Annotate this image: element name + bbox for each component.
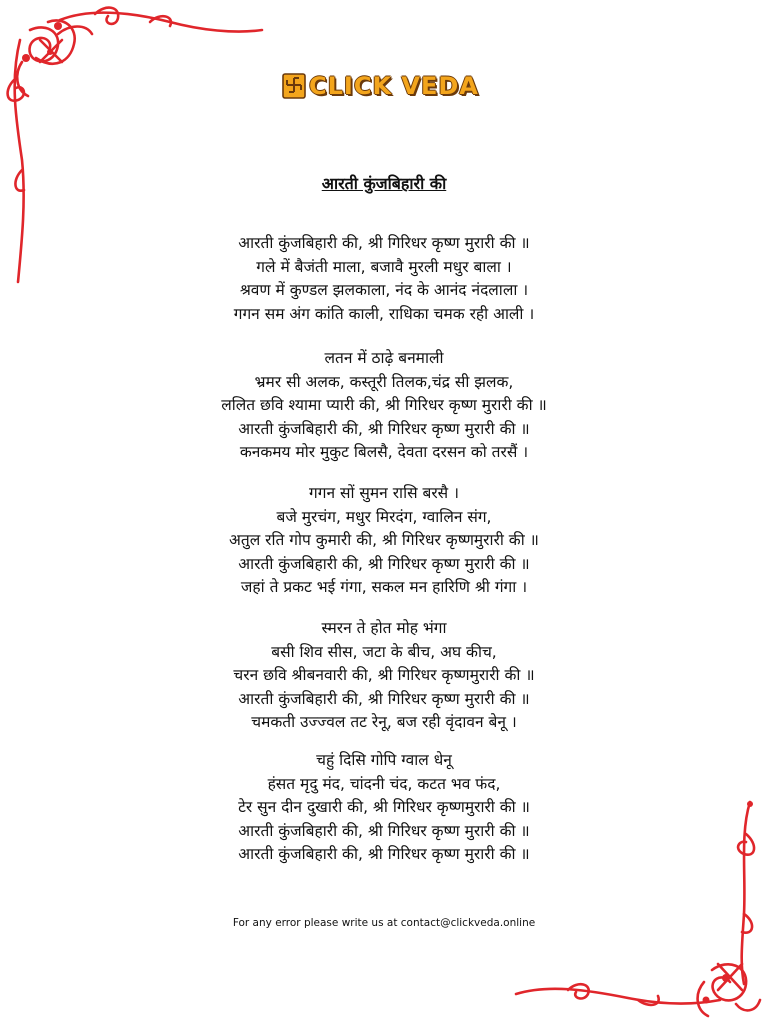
verse-line: लतन में ठाढ़े बनमाली [324, 349, 444, 367]
footer-contact-note: For any error please write us at contact@clickveda.online [232, 917, 536, 929]
verse-line: भ्रमर सी अलक, कस्तूरी तिलक,चंद्र सी झलक, [254, 372, 514, 391]
verse-line: आरती कुंजबिहारी की, श्री गिरिधर कृष्ण मुरारी की ॥ [238, 845, 530, 864]
stanza-5 [0, 749, 768, 867]
verse-line: गगन सम अंग कांति काली, राधिका चमक रही आली । [233, 304, 535, 323]
verse-line: बजे मुरचंग, मधुर मिरदंग, ग्वालिन संग, [276, 507, 492, 526]
stanza-1 [0, 232, 768, 326]
verse-line: चमकती उज्ज्वल तट रेनू, बज रही वृंदावन बेनू । [251, 713, 517, 732]
verse-line: गले में बैजंती माला, बजावै मुरली मधुर बाला । [256, 257, 512, 276]
verse-line: टेर सुन दीन दुखारी की, श्री गिरिधर कृष्णमुरारी की ॥ [238, 798, 530, 817]
verse-line: श्रवण में कुण्डल झलकाला, नंद के आनंद नंदलाला । [239, 281, 529, 300]
verse-line: गगन सों सुमन रासि बरसै । [309, 484, 459, 502]
logo-text: CLICK VEDA [309, 72, 479, 100]
swastika-book-icon [282, 73, 306, 99]
verse-line: चहुं दिसि गोपि ग्वाल धेनू [316, 751, 452, 769]
verse-line: आरती कुंजबिहारी की, श्री गिरिधर कृष्ण मुरारी की ॥ [238, 419, 530, 438]
verse-line: आरती कुंजबिहारी की, श्री गिरिधर कृष्ण मुरारी की ॥ [238, 821, 530, 840]
page-title: आरती कुंजबिहारी की [321, 174, 447, 193]
stanza-4 [0, 617, 768, 735]
verse-line: बसी शिव सीस, जटा के बीच, अघ कीच, [271, 642, 497, 661]
stanza-3 [0, 482, 768, 600]
site-logo [282, 68, 479, 104]
stanza-2 [0, 347, 768, 465]
verse-line: स्मरन ते होत मोह भंगा [321, 619, 447, 637]
verse-line: अतुल रति गोप कुमारी की, श्री गिरिधर कृष्णमुरारी की ॥ [229, 531, 539, 550]
verse-line: आरती कुंजबिहारी की, श्री गिरिधर कृष्ण मुरारी की ॥ [238, 689, 530, 708]
verse-line: ललित छवि श्यामा प्यारी की, श्री गिरिधर कृष्ण मुरारी की ॥ [221, 396, 547, 415]
verse-line: आरती कुंजबिहारी की, श्री गिरिधर कृष्ण मुरारी की ॥ [238, 554, 530, 573]
verse-line: हंसत मृदु मंद, चांदनी चंद, कटत भव फंद, [267, 774, 501, 793]
verse-line: आरती कुंजबिहारी की, श्री गिरिधर कृष्ण मुरारी की ॥ [238, 234, 530, 252]
verse-line: कनकमय मोर मुकुट बिलसै, देवता दरसन को तरसैं । [239, 443, 529, 462]
verse-line: जहां ते प्रकट भई गंगा, सकल मन हारिणि श्री गंगा । [240, 578, 528, 597]
verse-line: चरन छवि श्रीबनवारी की, श्री गिरिधर कृष्णमुरारी की ॥ [233, 666, 535, 685]
